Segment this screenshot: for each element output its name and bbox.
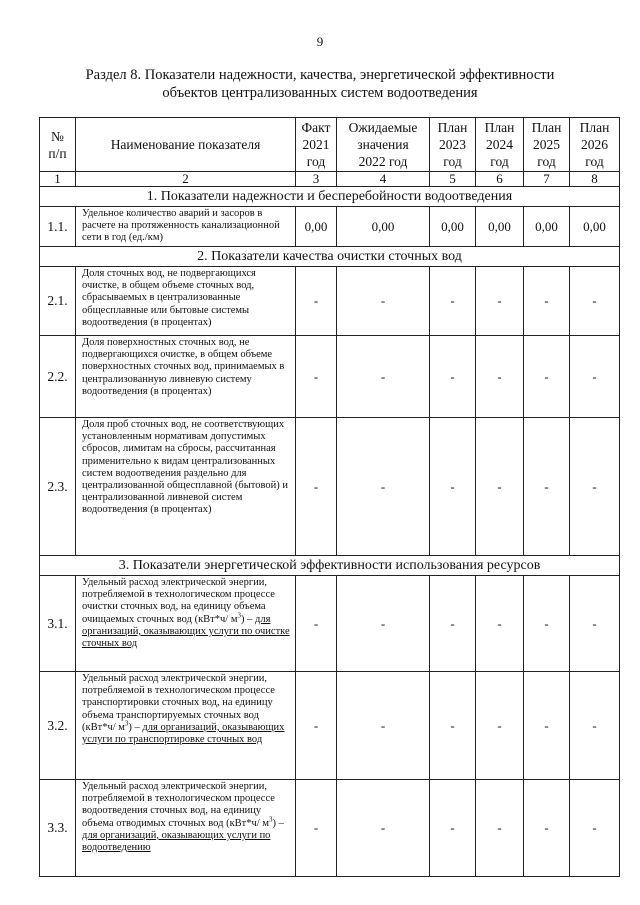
section-title-line-1: Раздел 8. Показатели надежности, качества, энергетической эффективности (85, 67, 555, 83)
indicators-table (39, 117, 620, 877)
header-line: год (306, 154, 326, 169)
header-line: 2021 (302, 137, 330, 152)
value-cell: - (430, 418, 476, 556)
section-row-reliability (40, 187, 620, 207)
value-cell: - (570, 780, 620, 877)
value-cell: - (296, 267, 337, 336)
value-cell: - (337, 672, 430, 780)
indicator-name: Удельное количество аварий и засоров в расчете на протяженность канализационной сети в год (ед./км) (76, 207, 296, 247)
header-plan-2026 (570, 118, 620, 172)
header-line: год (490, 154, 509, 169)
value-cell: - (524, 267, 570, 336)
section-heading: 1. Показатели надежности и бесперебойности водоотведения (40, 187, 620, 207)
value-cell: - (476, 780, 524, 877)
table-row (40, 576, 620, 672)
table-row (40, 267, 620, 336)
header-line: 2023 (439, 137, 466, 152)
value-cell: 0,00 (476, 207, 524, 247)
section-row-quality (40, 247, 620, 267)
value-cell: - (524, 780, 570, 877)
superscript: 3 (124, 719, 129, 728)
column-number: 7 (524, 172, 570, 187)
value-cell: - (524, 672, 570, 780)
indicator-name-text: Удельный расход электрической энергии, потребляемой в технологическом процессе очистки сточных вод, на единицу объема очищаемых сточных вод (кВт*ч/ м (82, 577, 275, 625)
row-number: 3.2. (40, 672, 76, 780)
header-line: Ожидаемые (348, 120, 418, 135)
value-cell: 0,00 (337, 207, 430, 247)
header-line: год (443, 154, 462, 169)
section-heading: 2. Показатели качества очистки сточных вод (40, 247, 620, 267)
header-num (40, 118, 76, 172)
header-line: значения (357, 137, 409, 152)
column-number: 8 (570, 172, 620, 187)
indicator-name-text: Удельный расход электрической энергии, потребляемой в технологическом процессе водоотведения сточных вод, на единицу объема отводимых сточных вод (кВт*ч/ м (82, 781, 275, 829)
page-number: 9 (316, 34, 324, 49)
value-cell: - (296, 576, 337, 672)
table-row (40, 672, 620, 780)
indicator-name (76, 576, 296, 672)
header-plan-2023 (430, 118, 476, 172)
value-cell: - (430, 672, 476, 780)
table-row (40, 780, 620, 877)
value-cell: - (524, 576, 570, 672)
indicator-name-text: ) – (128, 721, 140, 733)
indicator-name-text: ) – (272, 817, 284, 829)
value-cell: - (337, 780, 430, 877)
value-cell: - (430, 336, 476, 418)
value-cell: - (570, 576, 620, 672)
header-line: План (579, 120, 610, 135)
column-number: 6 (476, 172, 524, 187)
header-line: 2026 (581, 137, 608, 152)
table-row (40, 207, 620, 247)
value-cell: 0,00 (430, 207, 476, 247)
column-number: 5 (430, 172, 476, 187)
value-cell: - (570, 672, 620, 780)
header-expected-2022 (337, 118, 430, 172)
row-number: 3.1. (40, 576, 76, 672)
header-row (40, 118, 620, 172)
row-number: 3.3. (40, 780, 76, 877)
value-cell: - (296, 336, 337, 418)
header-line: год (585, 154, 604, 169)
value-cell: - (524, 336, 570, 418)
indicator-name: Доля проб сточных вод, не соответствующих установленным нормативам допустимых сбросов, лимитам на сбросы, рассчитанная применительно к видам централизованных систем водоотведения раздельно для централизованной общесплавной (бытовой) и централизованной ливневой систем водоотведения (в процентах) (76, 418, 296, 556)
section-row-energy (40, 556, 620, 576)
value-cell: - (476, 267, 524, 336)
value-cell: - (476, 336, 524, 418)
header-plan-2025 (524, 118, 570, 172)
indicator-name-underlined: для организаций, оказывающих услуги по очистке сточных вод (82, 613, 290, 650)
value-cell: - (430, 267, 476, 336)
row-number: 2.3. (40, 418, 76, 556)
value-cell: - (524, 418, 570, 556)
header-line: План (531, 120, 562, 135)
value-cell: 0,00 (524, 207, 570, 247)
indicator-name-text: ) – (241, 613, 253, 625)
header-num-line: № (51, 128, 64, 144)
indicator-name-underlined: для организаций, оказывающих услуги по транспортировке сточных вод (82, 721, 285, 746)
value-cell: - (337, 418, 430, 556)
table-row (40, 418, 620, 556)
header-line: 2025 (533, 137, 560, 152)
value-cell: - (296, 418, 337, 556)
value-cell: - (430, 576, 476, 672)
header-line: 2024 (486, 137, 513, 152)
value-cell: - (570, 336, 620, 418)
value-cell: - (570, 267, 620, 336)
value-cell: - (337, 267, 430, 336)
row-number: 1.1. (40, 207, 76, 247)
header-name: Наименование показателя (76, 118, 296, 172)
table-row (40, 336, 620, 418)
value-cell: - (430, 780, 476, 877)
header-line: год (537, 154, 556, 169)
header-line: Факт (301, 120, 331, 135)
indicator-name: Доля поверхностных сточных вод, не подвергающихся очистке, в общем объеме поверхностных сточных вод, принимаемых в централизованную ливневую систему водоотведения (в процентах) (76, 336, 296, 418)
section-title (40, 66, 600, 102)
row-number: 2.2. (40, 336, 76, 418)
column-number: 3 (296, 172, 337, 187)
header-line: План (484, 120, 515, 135)
column-number: 2 (76, 172, 296, 187)
value-cell: 0,00 (296, 207, 337, 247)
indicator-name (76, 780, 296, 877)
header-num-line: п/п (48, 145, 67, 161)
indicator-name-underlined: для организаций, оказывающих услуги по водоотведению (82, 829, 271, 854)
indicator-name-text: Удельный расход электрической энергии, потребляемой в технологическом процессе транспортировки сточных вод, на единицу объема транспортируемых сточных вод (кВт*ч/ м (82, 673, 275, 733)
value-cell: - (337, 336, 430, 418)
value-cell: - (476, 672, 524, 780)
header-plan-2024 (476, 118, 524, 172)
column-numbers-row (40, 172, 620, 187)
section-heading: 3. Показатели энергетической эффективности использования ресурсов (40, 556, 620, 576)
column-number: 4 (337, 172, 430, 187)
row-number: 2.1. (40, 267, 76, 336)
value-cell: - (570, 418, 620, 556)
indicator-name: Доля сточных вод, не подвергающихся очистке, в общем объеме сточных вод, сбрасываемых в централизованные общесплавные или бытовые системы водоотведения (в процентах) (76, 267, 296, 336)
indicator-name (76, 672, 296, 780)
superscript: 3 (268, 815, 273, 824)
value-cell: - (296, 672, 337, 780)
header-line: 2022 год (358, 154, 408, 169)
value-cell: - (337, 576, 430, 672)
value-cell: - (296, 780, 337, 877)
column-number: 1 (40, 172, 76, 187)
value-cell: 0,00 (570, 207, 620, 247)
value-cell: - (476, 576, 524, 672)
header-line: План (437, 120, 468, 135)
section-title-line-2: объектов централизованных систем водоотведения (162, 85, 478, 101)
value-cell: - (476, 418, 524, 556)
superscript: 3 (237, 611, 241, 620)
header-fact-2021 (296, 118, 337, 172)
